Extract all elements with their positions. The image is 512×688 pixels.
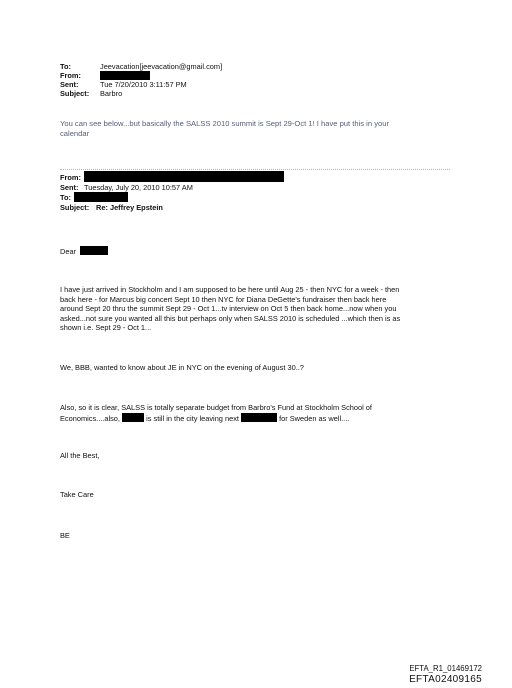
from-label: From: (60, 71, 81, 80)
paragraph-1-line: I have just arrived in Stockholm and I am supposed to be here until Aug 25 - then NYC for a week - then (60, 285, 400, 294)
redaction-block (241, 413, 277, 422)
separator-line (60, 169, 450, 170)
paragraph-1 (60, 285, 460, 333)
paragraph-3-line-2 (60, 413, 349, 423)
sent-label: Sent: (60, 80, 79, 89)
subject-label: Subject: (60, 89, 90, 98)
quoted-sent-value: Tuesday, July 20, 2010 10:57 AM (84, 183, 193, 192)
greeting-line (60, 246, 108, 256)
to-value: Jeevacation[jeevacation@gmail.com] (100, 62, 223, 71)
paragraph-3-part-b: is still in the city leaving next (146, 414, 239, 423)
redaction-block (122, 413, 144, 422)
signature: BE (60, 531, 70, 540)
paragraph-3-part-a: Economics....also, (60, 414, 120, 423)
paragraph-3-line-1: Also, so it is clear, SALSS is totally separate budget from Barbro's Fund at Stockholm School of (60, 403, 372, 412)
redaction-block (100, 71, 150, 80)
paragraph-1-line: asked...not sure you wanted all this but perhaps only when SALSS 2010 is scheduled ...which then is as (60, 313, 401, 323)
subject-value: Barbro (100, 89, 123, 98)
reply-line-1: You can see below...but basically the SALSS 2010 summit is Sept 29-Oct 1! I have put this in your (60, 119, 389, 128)
quoted-subject-value: Re: Jeffrey Epstein (96, 203, 163, 212)
paragraph-2: We, BBB, wanted to know about JE in NYC on the evening of August 30..? (60, 363, 304, 372)
paragraph-3-part-c: for Sweden as well.... (279, 414, 350, 423)
sent-value: Tue 7/20/2010 3:11:57 PM (100, 80, 187, 89)
closing-all-the-best: All the Best, (60, 451, 100, 460)
redaction-block (80, 246, 108, 255)
quoted-to-label: To: (60, 193, 71, 202)
quoted-subject-label: Subject: (60, 203, 90, 212)
paragraph-1-line: back here - for Marcus big concert Sept 10 then NYC for Diana DeGette's fundraiser then back here (60, 294, 387, 304)
quoted-sent-label: Sent: (60, 183, 79, 192)
paragraph-1-line: shown i.e. Sept 29 - Oct 1... (60, 323, 152, 333)
closing-take-care: Take Care (60, 490, 94, 499)
bates-number-1: EFTA_R1_01469172 (409, 664, 482, 673)
redaction-block (74, 192, 128, 202)
paragraph-1-line: around Sept 20 thru the summit Sept 29 - Oct 1...tv interview on Oct 5 then back home...now when you (60, 304, 397, 314)
to-label: To: (60, 62, 71, 71)
bates-number-2: EFTA02409165 (409, 674, 482, 685)
quoted-from-label: From: (60, 173, 81, 182)
greeting: Dear (60, 247, 77, 256)
redaction-block (84, 171, 284, 182)
reply-line-2: calendar (60, 129, 90, 138)
